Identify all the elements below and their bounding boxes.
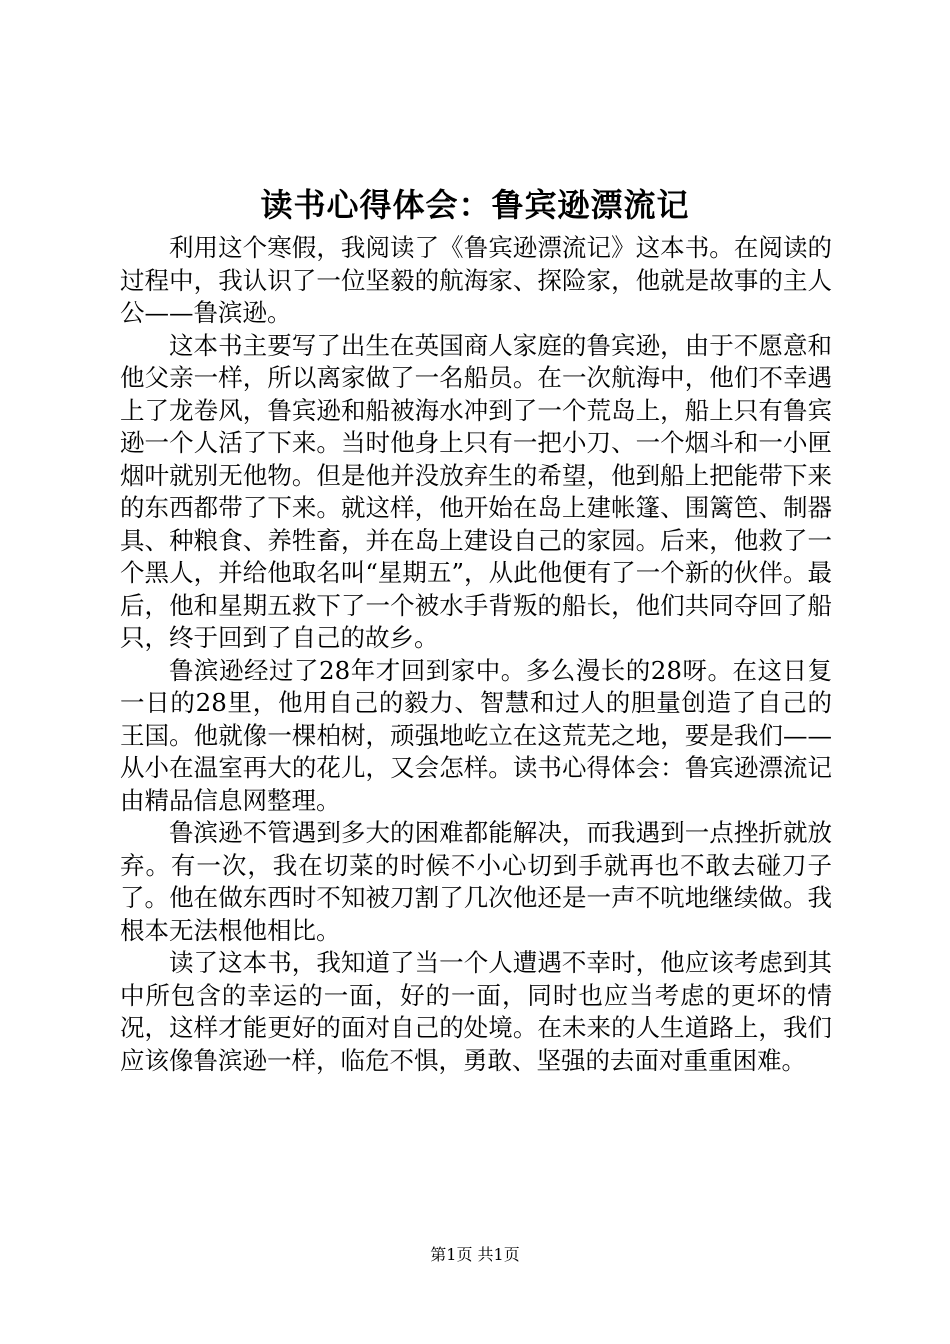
paragraph-3: 鲁滨逊经过了28年才回到家中。多么漫长的28呀。在这日复一日的28里，他用自己的毅力、智慧和过人的胆量创造了自己的王国。他就像一棵柏树，顽强地屹立在这荒芜之地，要是我们——从小在温室再大的花儿，又会怎样。读书心得体会：鲁宾逊漂流记由精品信息网整理。 (120, 655, 832, 815)
paragraph-4: 鲁滨逊不管遇到多大的困难都能解决，而我遇到一点挫折就放弃。有一次，我在切菜的时候不小心切到手就再也不敢去碰刀子了。他在做东西时不知被刀割了几次他还是一声不吭地继续做。我根本无法根他相比。 (120, 818, 832, 945)
paragraph-1: 利用这个寒假，我阅读了《鲁宾逊漂流记》这本书。在阅读的过程中，我认识了一位坚毅的航海家、探险家，他就是故事的主人公——鲁滨逊。 (120, 233, 832, 327)
paragraph-2: 这本书主要写了出生在英国商人家庭的鲁宾逊，由于不愿意和他父亲一样，所以离家做了一名船员。在一次航海中，他们不幸遇上了龙卷风，鲁宾逊和船被海水冲到了一个荒岛上，船上只有鲁宾逊一个人活了下来。当时他身上只有一把小刀、一个烟斗和一小匣烟叶就别无他物。但是他并没放弃生的希望，他到船上把能带下来的东西都带了下来。就这样，他开始在岛上建帐篷、围篱笆、制器具、种粮食、养牲畜，并在岛上建设自己的家园。后来，他救了一个黑人，并给他取名叫“星期五”，从此他便有了一个新的伙伴。最后，他和星期五救下了一个被水手背叛的船长，他们共同夺回了船只，终于回到了自己的故乡。 (120, 330, 832, 652)
document-body (120, 232, 832, 1077)
page-footer: 第1页 共1页 (430, 1245, 520, 1264)
paragraph-5: 读了这本书，我知道了当一个人遭遇不幸时，他应该考虑到其中所包含的幸运的一面，好的一面，同时也应当考虑的更坏的情况，这样才能更好的面对自己的处境。在未来的人生道路上，我们应该像鲁滨逊一样，临危不惧，勇敢、坚强的去面对重重困难。 (120, 948, 832, 1075)
page-title: 读书心得体会：鲁宾逊漂流记 (260, 186, 690, 224)
